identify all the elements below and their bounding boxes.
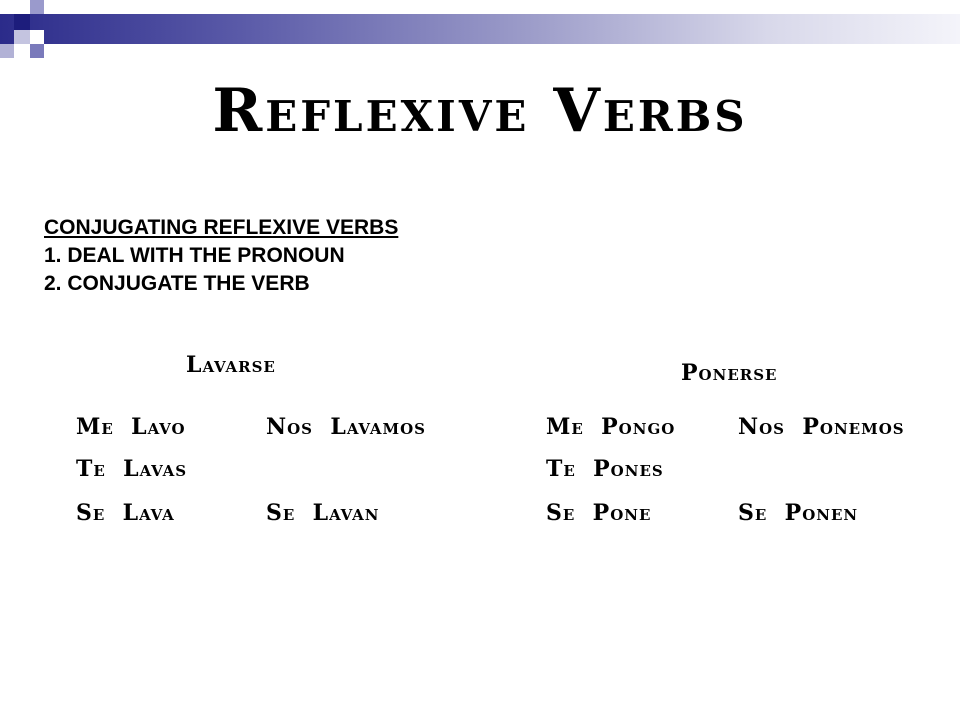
slide-title: Reflexive Verbs bbox=[212, 76, 748, 146]
lavarse-title: Lavarse bbox=[186, 352, 276, 378]
ponerse-se-plural-cell bbox=[738, 500, 858, 526]
intro-heading: CONJUGATING REFLEXIVE VERBS bbox=[44, 216, 399, 239]
pronoun: Nos bbox=[738, 414, 786, 440]
conjugation: Pongo bbox=[601, 414, 676, 440]
lavarse-se-plural-cell bbox=[266, 500, 380, 526]
lavarse-se-cell bbox=[76, 500, 175, 526]
lavarse-nos-cell bbox=[266, 414, 426, 440]
lavarse-te-cell bbox=[76, 456, 187, 482]
intro-step-2: 2. CONJUGATE THE VERB bbox=[44, 272, 310, 295]
lavarse-me-cell bbox=[76, 414, 186, 440]
pronoun: Nos bbox=[266, 414, 314, 440]
conjugation: Lavas bbox=[123, 456, 188, 482]
ponerse-se-cell bbox=[546, 500, 651, 526]
pronoun: Se bbox=[546, 500, 576, 526]
decor-square bbox=[0, 44, 14, 58]
decor-square bbox=[0, 0, 14, 14]
pronoun: Se bbox=[738, 500, 768, 526]
conjugation: Ponemos bbox=[802, 414, 905, 440]
conjugation: Lavo bbox=[131, 414, 186, 440]
header-banner bbox=[0, 14, 960, 44]
pronoun: Me bbox=[76, 414, 114, 440]
conjugation: Lavamos bbox=[330, 414, 426, 440]
ponerse-te-cell bbox=[546, 456, 664, 482]
ponerse-me-cell bbox=[546, 414, 675, 440]
conjugation: Lavan bbox=[312, 500, 380, 526]
decor-square bbox=[30, 0, 44, 14]
intro-block bbox=[44, 214, 398, 298]
decor-square bbox=[30, 44, 44, 58]
decor-square bbox=[14, 30, 30, 44]
intro-step-1: 1. DEAL WITH THE PRONOUN bbox=[44, 244, 345, 267]
pronoun: Me bbox=[546, 414, 584, 440]
pronoun: Te bbox=[546, 456, 576, 482]
ponerse-title: Ponerse bbox=[681, 360, 778, 386]
decor-square bbox=[14, 14, 30, 30]
ponerse-nos-cell bbox=[738, 414, 905, 440]
pronoun: Se bbox=[76, 500, 106, 526]
pronoun: Se bbox=[266, 500, 296, 526]
decor-square bbox=[44, 0, 74, 14]
decor-square bbox=[30, 30, 44, 44]
conjugation: Pones bbox=[593, 456, 664, 482]
conjugation: Ponen bbox=[784, 500, 859, 526]
conjugation: Pone bbox=[592, 500, 652, 526]
conjugation: Lava bbox=[122, 500, 175, 526]
pronoun: Te bbox=[76, 456, 106, 482]
